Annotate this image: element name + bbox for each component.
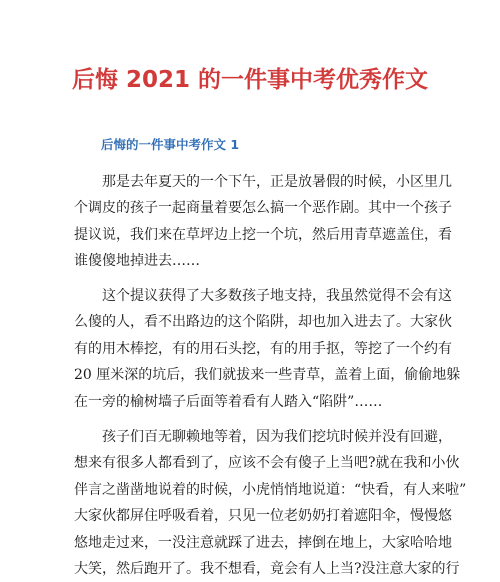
paragraph-line: 孩子们百无聊赖地等着，因为我们挖坑时候并没有回避， [102, 429, 452, 445]
paragraph-line: 在一旁的榆树墙子后面等着看有人踏入“陷阱”…… [74, 393, 383, 410]
paragraph-line: 悠地走过来，一没注意就踩了进去，摔倒在地上，大家哈哈地 [74, 534, 452, 551]
paragraph-line: 伴言之凿凿地说着的时候，小虎悄悄地说道：“快看，有人来啦” [74, 481, 467, 498]
paragraph-line: 个调皮的孩子一起商量着要怎么搞一个恶作剧。其中一个孩子 [74, 200, 452, 217]
paragraph-line: 那是去年夏天的一个下午，正是放暑假的时候，小区里几 [102, 174, 452, 190]
paragraph-1 [74, 169, 452, 275]
paragraph-3 [74, 424, 467, 582]
paragraph-line: 大笑，然后跑开了。我不想看，竟会有人上当?没注意大家的行 [74, 560, 460, 577]
paragraph-line: 谁傻傻地掉进去…… [74, 253, 200, 270]
paragraph-line: 提议说，我们来在草坪边上挖一个坑，然后用青草遮盖住，看 [74, 226, 452, 243]
paragraph-line: 想来有很多人都看到了，应该不会有傻子上当吧?就在我和小伙 [74, 455, 460, 472]
document-title: 后悔 2021 的一件事中考优秀作文 [71, 67, 429, 93]
paragraph-line: 有的用木棒挖，有的用石头挖，有的用手抠，等挖了一个约有 [74, 340, 452, 357]
paragraph-line: 这个提议获得了大多数孩子地支持，我虽然觉得不会有这 [102, 288, 452, 304]
paragraph-line: 20 厘米深的坑后，我们就拔来一些青草，盖着上面，偷偷地躲 [74, 367, 461, 384]
paragraph-line: 么傻的人，看不出路边的这个陷阱，却也加入进去了。大家伙 [74, 314, 452, 331]
paragraph-2 [74, 283, 461, 415]
paragraph-line: 大家伙都屏住呼吸看着，只见一位老奶奶打着遮阳伞，慢慢悠 [74, 508, 452, 525]
section-heading: 后悔的一件事中考作文 1 [101, 137, 240, 152]
